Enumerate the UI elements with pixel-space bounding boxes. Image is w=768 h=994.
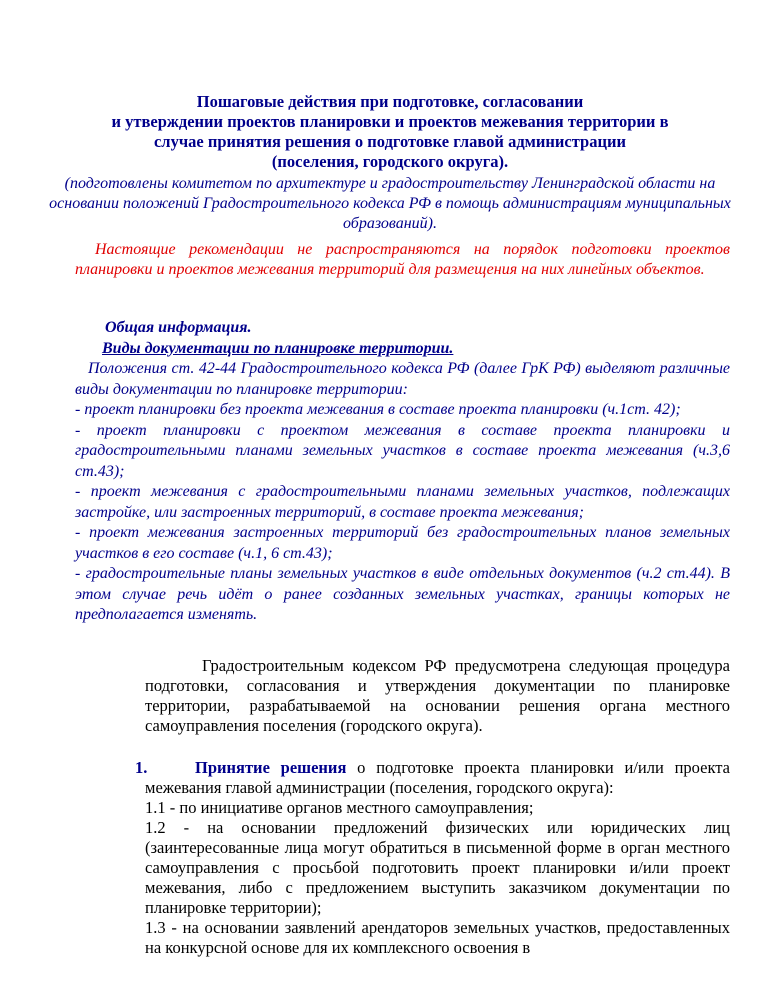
list-item: - проект планировки с проектом межевания в составе проекта планировки и градостроительными планами земельных участков в составе проекта межевания (ч.3,6 ст.43);	[75, 421, 730, 480]
procedure-section	[135, 656, 730, 958]
list-item: - проект межевания застроенных территорий без градостроительных планов земельных участков в его составе (ч.1, 6 ст.43);	[75, 524, 730, 562]
substep: 1.1 - по инициативе органов местного самоуправления;	[145, 798, 534, 817]
step-term: Принятие решения	[195, 758, 347, 777]
title-line: Пошаговые действия при подготовке, согласовании	[196, 92, 584, 111]
intro-paragraph: Положения ст. 42-44 Градостроительного кодекса РФ (далее ГрК РФ) выделяют различные виды документации по планировке территории:	[75, 360, 730, 398]
procedure-intro: Градостроительным кодексом РФ предусмотрена следующая процедура подготовки, согласования и утверждения документации по планировке территории, разрабатываемой на основании решения органа местного самоуправления поселения (городского округа).	[145, 656, 730, 735]
types-heading: Виды документации по планировке территории.	[102, 339, 454, 357]
document-subtitle: (подготовлены комитетом по архитектуре и градостроительству Ленинградской области на основании положений Градостроительного кодекса РФ в помощь администрациям муниципальных образований).	[49, 175, 731, 232]
list-item: - проект планировки без проекта межевания в составе проекта планировки (ч.1ст. 42);	[75, 401, 681, 418]
red-notice: Настоящие рекомендации не распространяются на порядок подготовки проектов планировки и проектов межевания территорий для размещения на них линейных объектов.	[75, 241, 730, 278]
list-item: - проект межевания с градостроительными планами земельных участков, подлежащих застройке, или застроенных территорий, в составе проекта межевания;	[75, 483, 730, 521]
list-item: - градостроительные планы земельных участков в виде отдельных документов (ч.2 ст.44). В этом случае речь идёт о ранее созданных земельных участках, границы которых не предполагается изменять.	[75, 565, 730, 623]
step-number: 1.	[135, 758, 148, 777]
step-text: о подготовке проекта планировки и/или проекта межевания главой администрации (поселения, городского округа):	[145, 758, 730, 797]
title-line: и утверждении проектов планировки и проектов межевания территории в	[111, 112, 669, 131]
step-1	[135, 758, 730, 798]
title-line: случае принятия решения о подготовке главой администрации	[153, 132, 626, 151]
general-info-section	[75, 318, 730, 626]
substep: 1.2 - на основании предложений физических или юридических лиц (заинтересованные лица могут обратиться в письменной форме в орган местного самоуправления с просьбой подготовить проект планировки и/или проект межевания, либо с предложением выступить заказчиком документации по планировке территории);	[145, 818, 730, 917]
substep: 1.3 - на основании заявлений арендаторов земельных участков, предоставленных на конкурсной основе для их комплексного освоения в	[145, 918, 730, 957]
title-line: (поселения, городского округа).	[271, 152, 509, 171]
document-title	[60, 92, 720, 172]
general-heading: Общая информация.	[105, 319, 252, 336]
